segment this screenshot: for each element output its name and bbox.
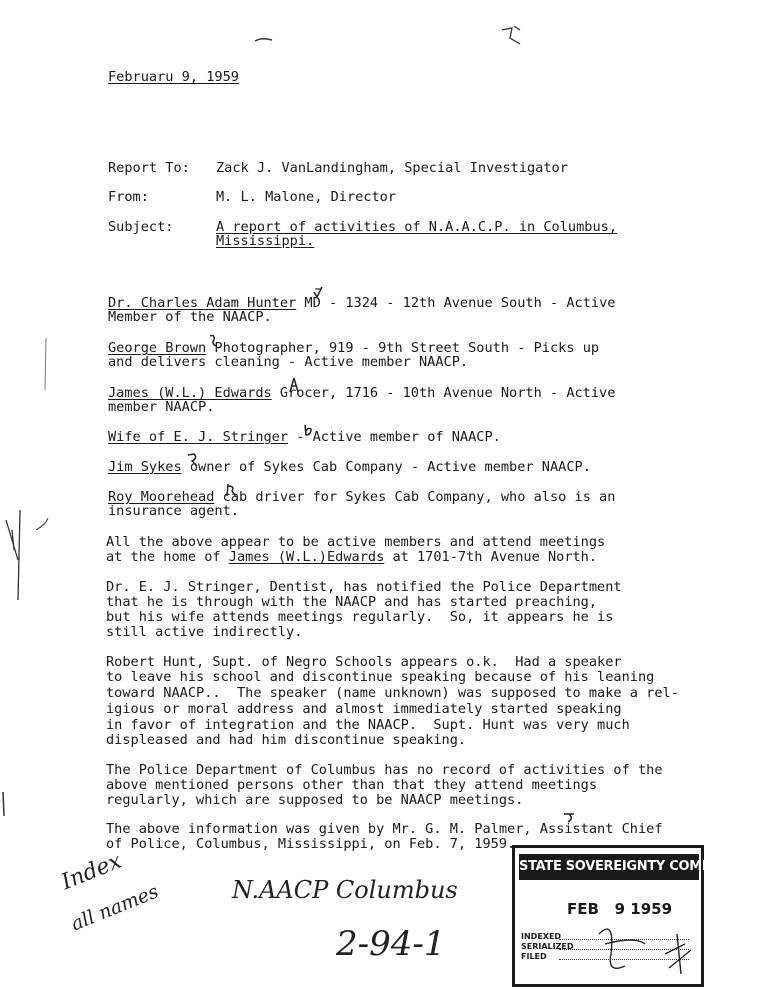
- paragraph-stringer-line1: Dr. E. J. Stringer, Dentist, has notified the Police Department: [106, 579, 622, 595]
- check-mark-icon: [302, 423, 314, 441]
- paragraph-source-line2: of Police, Columbus, Mississippi, on Feb. 7, 1959.: [106, 836, 516, 852]
- handwritten-file-label: N.AACP Columbus: [232, 876, 458, 904]
- entry-name: Wife of E. J. Stringer: [108, 429, 289, 445]
- check-mark-icon: [312, 286, 324, 300]
- paragraph-meetings-line2: [106, 550, 597, 565]
- entry-name: George Brown: [108, 340, 207, 356]
- stamp-title: STATE SOVEREIGNTY COMMISSION: [519, 854, 699, 880]
- check-mark-icon: [562, 812, 576, 826]
- paragraph-hunt-line4: igious or moral address and almost immediately started speaking: [106, 701, 622, 717]
- margin-mark-icon: [0, 790, 8, 820]
- margin-mark-icon: [0, 330, 50, 620]
- stamp-date: FEB 9 1959: [567, 900, 672, 918]
- check-mark-icon: [186, 452, 200, 468]
- paragraph-police-line2: above mentioned persons other than that they attend meetings: [106, 777, 598, 793]
- stray-mark-icon: [500, 24, 526, 46]
- sovereignty-commission-stamp: [512, 845, 763, 987]
- stamp-filed-label: FILED: [521, 952, 547, 961]
- paragraph-hunt-line1: Robert Hunt, Supt. of Negro Schools appears o.k. Had a speaker: [106, 654, 622, 670]
- paragraph-police-line1: The Police Department of Columbus has no record of activities of the: [106, 762, 663, 778]
- entry-moorehead-line2: insurance agent.: [108, 503, 239, 519]
- entry-sykes: [108, 460, 591, 475]
- paragraph-meetings-line1: All the above appear to be active members and attend meetings: [106, 534, 606, 550]
- entry-detail: - Active member of NAACP.: [288, 429, 501, 445]
- handwritten-file-number: 2-94-1: [336, 924, 446, 964]
- stamp-indexed-label: INDEXED: [521, 932, 562, 941]
- from-value: M. L. Malone, Director: [216, 189, 397, 205]
- check-mark-icon: [224, 482, 238, 500]
- subject-line-1: A report of activities of N.A.A.C.P. in Columbus,: [216, 219, 618, 235]
- check-mark-icon: [288, 376, 300, 394]
- entry-brown-line2: and delivers cleaning - Active member NAACP.: [108, 354, 469, 370]
- underlined-name: James (W.L.)Edwards: [228, 549, 385, 565]
- entry-detail: cab driver for Sykes Cab Company, who also is an: [214, 489, 616, 505]
- entry-hunter-line2: Member of the NAACP.: [108, 309, 272, 325]
- check-mark-icon: [208, 332, 220, 348]
- paragraph-police-line3: regularly, which are supposed to be NAACP meetings.: [106, 792, 524, 808]
- text-segment: at 1701-7th Avenue North.: [384, 549, 598, 565]
- stray-mark-icon: [254, 36, 274, 44]
- entry-detail: owner of Sykes Cab Company - Active member NAACP.: [181, 459, 591, 475]
- entry-name: Jim Sykes: [108, 459, 182, 475]
- handwritten-all-names-note: all names: [68, 880, 162, 936]
- handwritten-index-note: Index: [58, 848, 126, 896]
- entry-detail: MD - 1324 - 12th Avenue South - Active: [296, 295, 616, 311]
- subject-line-2: Mississippi.: [216, 233, 315, 249]
- paragraph-hunt-line5: in favor of integration and the NAACP. Supt. Hunt was very much: [106, 717, 630, 733]
- entry-name: James (W.L.) Edwards: [108, 385, 272, 401]
- paragraph-stringer-line4: still active indirectly.: [106, 624, 303, 640]
- entry-detail: Grocer, 1716 - 10th Avenue North - Active: [271, 385, 616, 401]
- paragraph-hunt-line2: to leave his school and discontinue speaking because of his leaning: [106, 669, 655, 685]
- entry-name: Roy Moorehead: [108, 489, 215, 505]
- paragraph-stringer-line2: that he is through with the NAACP and has started preaching,: [106, 594, 598, 610]
- paragraph-source-line1: The above information was given by Mr. G. M. Palmer, Assistant Chief: [106, 821, 663, 837]
- report-to-value: Zack J. VanLandingham, Special Investigator: [216, 160, 568, 176]
- paragraph-stringer-line3: but his wife attends meetings regularly. So, it appears he is: [106, 609, 614, 625]
- stamp-signature-icon: [585, 914, 695, 984]
- paragraph-hunt-line6: displeased and had him discontinue speaking.: [106, 732, 467, 748]
- from-label: From:: [108, 189, 149, 205]
- report-to-label: Report To:: [108, 160, 190, 176]
- paragraph-hunt-line3: toward NAACP.. The speaker (name unknown) was supposed to make a rel-: [106, 685, 679, 701]
- subject-label: Subject:: [108, 219, 174, 235]
- entry-name: Dr. Charles Adam Hunter: [108, 295, 297, 311]
- document-date: Februaru 9, 1959: [108, 69, 239, 85]
- entry-edwards-line2: member NAACP.: [108, 399, 215, 415]
- stamp-serialized-label: SERIALIZED: [521, 942, 574, 951]
- text-segment: at the home of: [106, 549, 229, 565]
- entry-detail: Photographer, 919 - 9th Street South - Picks up: [206, 340, 600, 356]
